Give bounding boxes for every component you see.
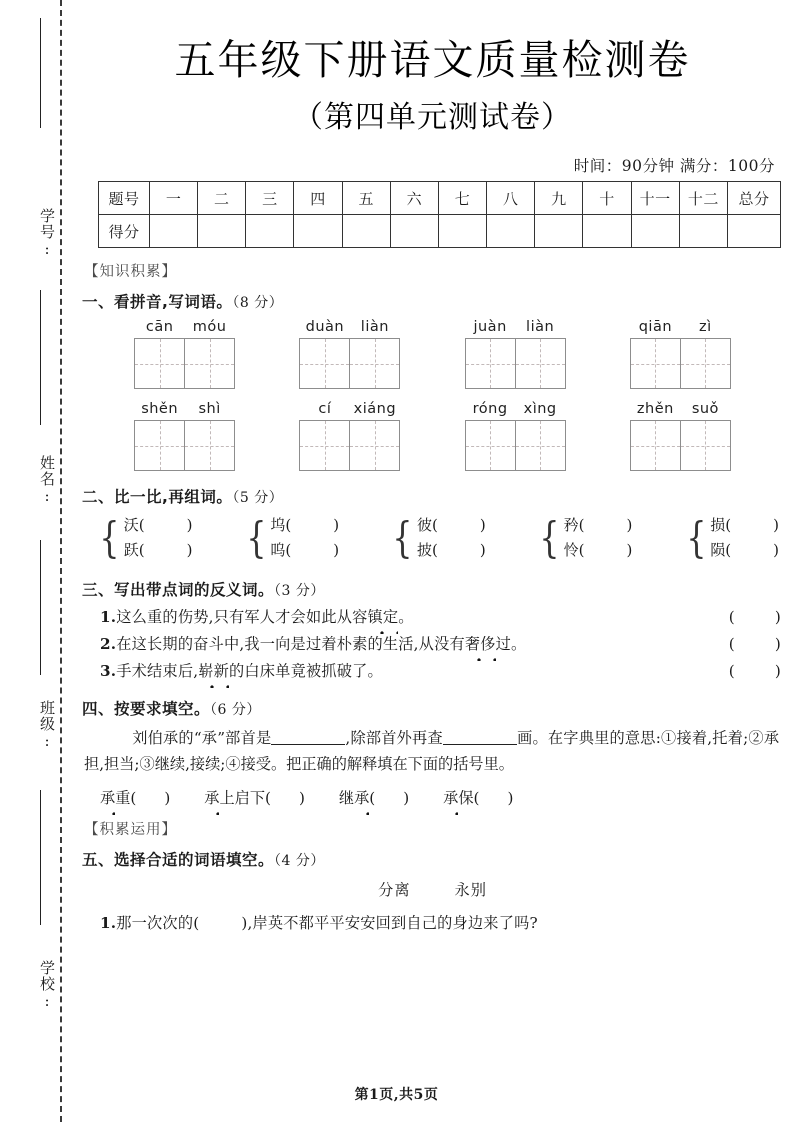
compare-char: 呜( <box>270 540 292 559</box>
section-1-points: （8 分） <box>232 295 284 312</box>
paren-close: ) <box>333 516 340 535</box>
paren-close: ) <box>298 789 305 808</box>
section-heading-4 <box>82 697 793 719</box>
paren-close: ) <box>626 516 633 535</box>
curly-brace-icon: { <box>685 512 706 562</box>
compare-pair-2 <box>243 513 339 562</box>
margin-label-class: 班级: <box>38 700 56 751</box>
emphasis-dotted-word: 承 <box>443 789 459 808</box>
compare-word-top[interactable] <box>564 513 633 537</box>
word-bank-item: 永别 <box>454 881 487 900</box>
compare-char: 损( <box>710 516 732 535</box>
pinyin-syllable: shì <box>198 401 221 418</box>
tianzi-cell[interactable] <box>349 421 399 470</box>
score-input-2[interactable] <box>198 215 246 248</box>
pinyin-row-2 <box>102 401 763 471</box>
tianzi-cell[interactable] <box>680 339 730 388</box>
compare-word-top[interactable] <box>124 513 193 537</box>
question-item <box>100 606 781 627</box>
paren-close: ) <box>403 789 410 808</box>
emphasis-dotted-word: 承 <box>204 789 220 808</box>
tianzi-cell[interactable] <box>515 339 565 388</box>
compare-pair-1 <box>96 513 192 562</box>
word-bank <box>72 879 793 900</box>
emphasis-dotted-word: 崭新 <box>198 661 230 680</box>
score-input-5[interactable] <box>342 215 390 248</box>
tianzi-cell[interactable] <box>349 339 399 388</box>
section-3-title: 三、写出带点词的反义词。 <box>82 580 275 599</box>
tianzi-grid[interactable] <box>465 420 566 471</box>
paren-open: ( <box>728 634 735 653</box>
question-item <box>100 912 781 933</box>
question-text-before: 手术结束后, <box>116 661 199 680</box>
pinyin-label <box>134 401 235 417</box>
pinyin-label <box>630 319 731 335</box>
pinyin-syllable: xiáng <box>353 401 397 418</box>
section-4-answer-row <box>100 787 793 808</box>
score-col-5: 五 <box>342 182 390 215</box>
answer-paren[interactable] <box>729 635 781 653</box>
emphasis-dotted-word: 承 <box>354 789 370 808</box>
tianzi-grid[interactable] <box>299 420 400 471</box>
score-col-11: 十一 <box>631 182 679 215</box>
paren-close: ) <box>164 789 171 808</box>
pinyin-syllable: duàn <box>305 319 345 336</box>
compare-char: 沃( <box>123 516 145 535</box>
section-1-title: 一、看拼音,写词语。 <box>82 293 233 312</box>
paren-close: ) <box>774 607 781 626</box>
page-footer: 第1页,共5页 <box>354 1087 439 1103</box>
compare-word-bottom[interactable] <box>417 538 486 562</box>
score-table-wrapper <box>72 181 793 248</box>
answer-paren[interactable] <box>729 608 781 626</box>
tianzi-cell[interactable] <box>466 421 515 470</box>
compare-pair-5 <box>683 513 779 562</box>
pinyin-item <box>465 319 566 389</box>
pinyin-label <box>299 319 400 335</box>
compare-char: 披( <box>416 540 438 559</box>
question-text-after: 过。 <box>495 634 527 653</box>
compare-char: 陨( <box>710 540 732 559</box>
tianzi-cell[interactable] <box>680 421 730 470</box>
compare-pair-3 <box>389 513 485 562</box>
radical-blank-input[interactable] <box>271 744 345 745</box>
compare-word-bottom[interactable] <box>270 538 339 562</box>
score-col-9: 九 <box>535 182 583 215</box>
question-text-before: 那一次次的( <box>116 914 200 933</box>
pinyin-syllable: suǒ <box>691 401 719 418</box>
score-col-8: 八 <box>487 182 535 215</box>
pinyin-item <box>465 401 566 471</box>
score-input-7[interactable] <box>438 215 486 248</box>
score-input-8[interactable] <box>487 215 535 248</box>
s4-answer-label: 重( <box>115 789 137 808</box>
score-input-9[interactable] <box>535 215 583 248</box>
pinyin-syllable: shěn <box>141 401 179 418</box>
section-2-points: （5 分） <box>232 490 284 507</box>
section-4-title: 四、按要求填空。 <box>82 699 211 718</box>
answer-paren[interactable] <box>729 662 781 680</box>
emphasis-dotted-word: 承 <box>100 789 116 808</box>
cut-dashed-line <box>60 0 62 1122</box>
paren-close: ) <box>774 661 781 680</box>
s4-answer-label: 上启下( <box>219 789 271 808</box>
score-table-row-label-score: 得分 <box>99 215 150 248</box>
curly-brace-icon: { <box>392 512 413 562</box>
pinyin-item <box>630 319 731 389</box>
tianzi-cell[interactable] <box>135 339 184 388</box>
paren-close: ) <box>773 540 779 559</box>
curly-brace-icon: { <box>245 512 267 562</box>
compare-word-top[interactable] <box>270 513 339 537</box>
compare-word-row <box>96 513 779 562</box>
score-col-12: 十二 <box>679 182 727 215</box>
word-bank-item: 分离 <box>378 881 411 900</box>
section-heading-1 <box>82 290 793 312</box>
pinyin-label <box>299 401 400 417</box>
emphasis-dotted-word: 奢侈 <box>464 634 496 653</box>
pinyin-syllable: cān <box>145 319 174 336</box>
s4-answer-item[interactable] <box>100 787 170 808</box>
s4-answer-label: 保( <box>458 789 480 808</box>
score-col-4: 四 <box>294 182 342 215</box>
pinyin-syllable: liàn <box>526 319 555 336</box>
score-input-6[interactable] <box>390 215 438 248</box>
pinyin-syllable: zhěn <box>636 401 674 418</box>
pinyin-item <box>134 401 235 471</box>
tianzi-cell[interactable] <box>184 421 234 470</box>
section-heading-5 <box>82 848 793 870</box>
pinyin-syllable: móu <box>192 319 227 336</box>
school-write-line[interactable] <box>40 790 41 925</box>
paren-close: ) <box>186 540 193 559</box>
s4-answer-item[interactable] <box>204 787 305 808</box>
compare-char: 怜( <box>563 540 585 559</box>
question-text-before: 在这长期的奋斗中,我一向是过着朴素的生活,从没有 <box>116 634 465 653</box>
score-col-10: 十 <box>583 182 631 215</box>
pinyin-row-1 <box>102 319 763 389</box>
left-margin-strip <box>0 0 72 1122</box>
pinyin-syllable: xìng <box>523 401 557 418</box>
score-table-row-label-number: 题号 <box>99 182 150 215</box>
exam-sheet <box>72 0 793 1122</box>
score-input-11[interactable] <box>631 215 679 248</box>
question-number: 1. <box>100 914 117 933</box>
compare-char: 跃( <box>123 540 145 559</box>
section-heading-3 <box>82 578 793 600</box>
pinyin-syllable: cí <box>318 401 332 418</box>
paren-close: ) <box>333 540 340 559</box>
group-heading-knowledge: 【知识积累】 <box>84 264 177 281</box>
section-2-title: 二、比一比,再组词。 <box>82 488 233 507</box>
compare-word-bottom[interactable] <box>710 538 779 562</box>
tianzi-cell[interactable] <box>515 421 565 470</box>
paren-close: ) <box>774 634 781 653</box>
question-number: 1. <box>100 607 117 626</box>
tianzi-cell[interactable] <box>300 421 349 470</box>
paren-close: ) <box>186 516 193 535</box>
s4-answer-prefix: 继 <box>338 789 355 808</box>
paren-open: ( <box>728 661 735 680</box>
pinyin-syllable: róng <box>472 401 508 418</box>
tianzi-cell[interactable] <box>300 339 349 388</box>
question-number: 3. <box>100 661 117 680</box>
stroke-count-blank-input[interactable] <box>443 744 517 745</box>
question-text-before: 这么重的伤势,只有军人才会如此从容 <box>116 607 368 626</box>
section-4-paragraph <box>84 725 779 777</box>
tianzi-cell[interactable] <box>631 421 680 470</box>
margin-label-name: 姓名: <box>38 455 56 506</box>
compare-char: 彼( <box>416 516 438 535</box>
score-table-header-row <box>99 182 781 215</box>
score-input-1[interactable] <box>150 215 198 248</box>
question-text-after: ),岸英不都平平安安回到自己的身边来了吗? <box>241 914 538 933</box>
exam-meta-info: 时间：90分钟 满分：100分 <box>573 157 775 176</box>
paren-open: ( <box>728 607 735 626</box>
s4-answer-item[interactable] <box>339 787 409 808</box>
score-col-1: 一 <box>150 182 198 215</box>
pinyin-item <box>299 401 400 471</box>
page-title: 五年级下册语文质量检测卷 <box>174 36 691 84</box>
emphasis-dotted-word: 镇定 <box>367 607 399 626</box>
tianzi-cell[interactable] <box>184 339 234 388</box>
tianzi-grid[interactable] <box>299 338 400 389</box>
compare-word-top[interactable] <box>710 513 779 537</box>
score-input-3[interactable] <box>246 215 294 248</box>
score-table <box>98 181 781 248</box>
paren-close: ) <box>479 516 486 535</box>
score-input-4[interactable] <box>294 215 342 248</box>
curly-brace-icon: { <box>539 512 560 562</box>
page-subtitle: （第四单元测试卷） <box>293 100 572 136</box>
question-text-after: 。 <box>398 607 414 626</box>
margin-label-school: 学校: <box>38 960 56 1011</box>
tianzi-grid[interactable] <box>134 338 235 389</box>
section-3-points: （3 分） <box>274 582 325 599</box>
compare-word-bottom[interactable] <box>124 538 193 562</box>
pinyin-item <box>630 401 731 471</box>
question-text-after: 的白床单竟被抓破了。 <box>229 661 383 680</box>
score-col-total: 总分 <box>728 182 781 215</box>
pinyin-label <box>134 319 235 335</box>
pinyin-syllable: liàn <box>360 319 389 336</box>
margin-label-student-id: 学号: <box>38 208 56 259</box>
group-heading-application: 【积累运用】 <box>84 822 177 839</box>
score-input-12[interactable] <box>679 215 727 248</box>
name-write-line[interactable] <box>40 290 41 425</box>
pinyin-label <box>465 319 566 335</box>
paren-close: ) <box>507 789 514 808</box>
compare-word-top[interactable] <box>417 513 486 537</box>
section-heading-2 <box>82 485 793 507</box>
score-table-score-row <box>99 215 781 248</box>
tianzi-grid[interactable] <box>134 420 235 471</box>
compare-char: 坞( <box>270 516 292 535</box>
pinyin-item <box>299 319 400 389</box>
question-item <box>100 660 781 681</box>
pinyin-label <box>465 401 566 417</box>
tianzi-grid[interactable] <box>630 338 731 389</box>
s4-text-a: 刘伯承的“承”部首是 <box>132 728 272 747</box>
curly-brace-icon: { <box>99 512 120 562</box>
paren-close: ) <box>479 540 486 559</box>
paren-close: ) <box>773 516 779 535</box>
paren-close: ) <box>626 540 633 559</box>
tianzi-grid[interactable] <box>465 338 566 389</box>
tianzi-grid[interactable] <box>630 420 731 471</box>
pinyin-syllable: zì <box>699 319 712 336</box>
compare-word-bottom[interactable] <box>564 538 633 562</box>
section-5-title: 五、选择合适的词语填空。 <box>82 851 275 870</box>
score-input-total[interactable] <box>728 215 781 248</box>
student-id-write-line[interactable] <box>40 18 41 128</box>
tianzi-cell[interactable] <box>466 339 515 388</box>
question-item <box>100 633 781 654</box>
score-col-3: 三 <box>246 182 294 215</box>
pinyin-syllable: juàn <box>473 319 507 336</box>
pinyin-item <box>134 319 235 389</box>
tianzi-cell[interactable] <box>135 421 184 470</box>
pinyin-label <box>630 401 731 417</box>
tianzi-cell[interactable] <box>631 339 680 388</box>
s4-text-c: 画。在字典里的意思:①接着,托着;②承担,担当;③继续,接续;④接受。把正确的解释填在下面的括号里。 <box>84 728 780 774</box>
score-col-7: 七 <box>438 182 486 215</box>
class-write-line[interactable] <box>40 540 41 675</box>
section-5-points: （4 分） <box>274 853 325 870</box>
score-col-2: 二 <box>198 182 246 215</box>
s4-answer-item[interactable] <box>443 787 513 808</box>
pinyin-syllable: qiān <box>638 319 673 336</box>
section-4-points: （6 分） <box>210 701 261 718</box>
score-col-6: 六 <box>390 182 438 215</box>
s4-answer-label: ( <box>369 789 376 808</box>
question-number: 2. <box>100 634 117 653</box>
score-input-10[interactable] <box>583 215 631 248</box>
compare-char: 矜( <box>563 516 585 535</box>
s4-text-b: ,除部首外再查 <box>345 728 443 747</box>
compare-pair-4 <box>536 513 632 562</box>
